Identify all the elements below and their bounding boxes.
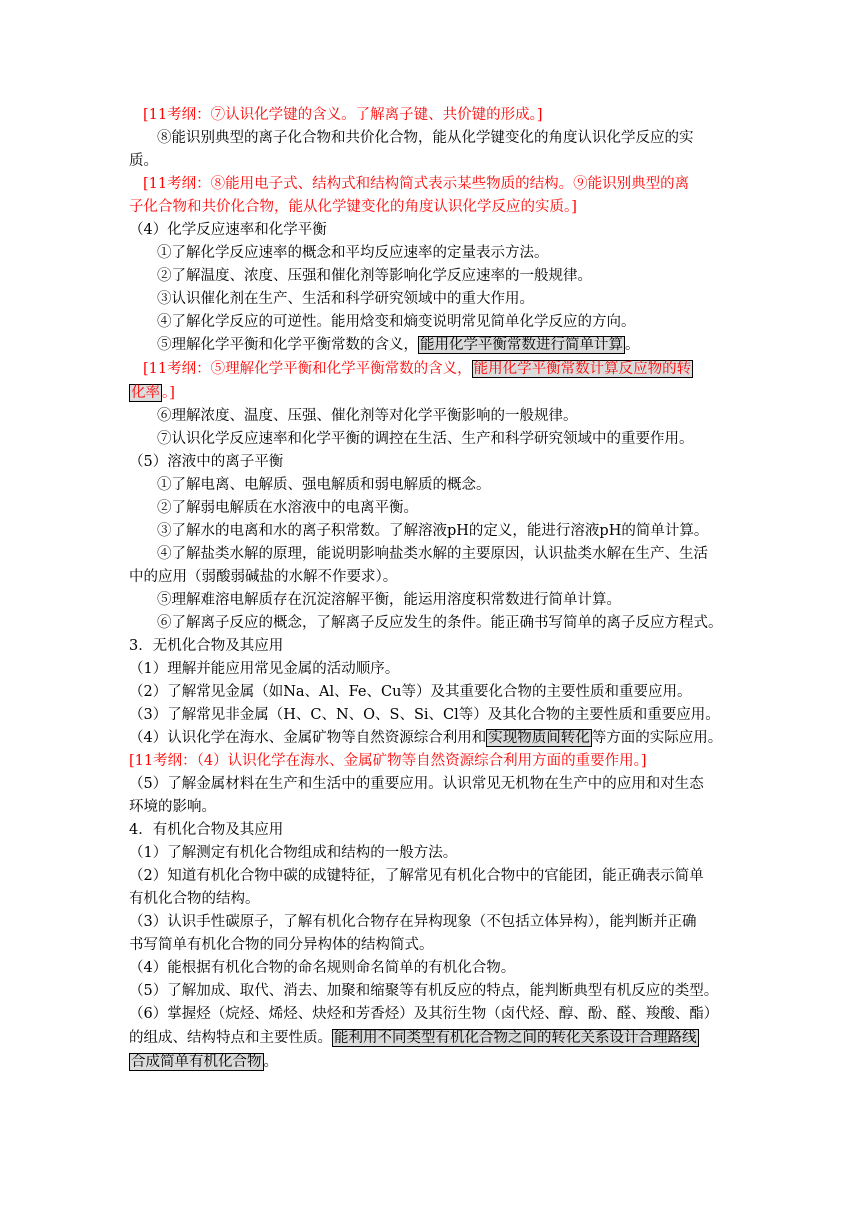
exam-note-text: [11考纲：⑧能用电子式、结构式和结构简式表示某些物质的结构。⑨能识别典型的离 bbox=[143, 176, 690, 192]
item-text: （6）掌握烃（烷烃、烯烃、炔烃和芳香烃）及其衍生物（卤代烃、醇、酚、醛、羧酸、酯） bbox=[129, 1006, 719, 1022]
exam-note-continuation-line bbox=[129, 381, 731, 405]
item-text: ⑤理解难溶电解质存在沉淀溶解平衡，能运用溶度积常数进行简单计算。 bbox=[157, 592, 621, 608]
item-text: ②了解温度、浓度、压强和催化剂等影响化学反应速率的一般规律。 bbox=[157, 268, 592, 284]
item-line bbox=[129, 242, 731, 265]
item-text: ④了解盐类水解的原理，能说明影响盐类水解的主要原因，认识盐类水解在生产、生活 bbox=[157, 546, 708, 562]
item-text: 书写简单有机化合物的同分异构体的结构简式。 bbox=[129, 937, 434, 953]
item-text: （2）知道有机化合物中碳的成键特征，了解常见有机化合物中的官能团，能正确表示简单 bbox=[129, 868, 704, 884]
section-heading bbox=[129, 819, 731, 842]
item-text: 。 bbox=[625, 337, 640, 353]
item-continuation-line bbox=[129, 1026, 731, 1050]
item-continuation-line bbox=[129, 934, 731, 957]
item-line bbox=[129, 842, 731, 865]
item-line bbox=[129, 265, 731, 288]
highlighted-text-box: 能用化学平衡常数计算反应物的转 bbox=[473, 361, 692, 377]
item-line bbox=[129, 311, 731, 334]
highlighted-text-box: 化率 bbox=[131, 385, 160, 401]
item-line bbox=[129, 405, 731, 428]
item-text: ①了解化学反应速率的概念和平均反应速率的定量表示方法。 bbox=[157, 245, 549, 261]
item-line bbox=[129, 658, 731, 681]
item-text: （2）了解常见金属（如Na、Al、Fe、Cu等）及其重要化合物的主要性质和重要应用。 bbox=[129, 684, 692, 700]
document-body bbox=[129, 104, 731, 1074]
item-text: ⑦认识化学反应速率和化学平衡的调控在生活、生产和科学研究领域中的重要作用。 bbox=[157, 431, 694, 447]
item-text: ⑥理解浓度、温度、压强、催化剂等对化学平衡影响的一般规律。 bbox=[157, 408, 578, 424]
exam-note-text: 。] bbox=[162, 385, 175, 401]
exam-note-text: [11考纲：⑦认识化学键的含义。了解离子键、共价键的形成。] bbox=[143, 107, 543, 123]
highlighted-text-box: 能利用不同类型有机化合物之间的转化关系设计合理路线 bbox=[334, 1030, 697, 1046]
subsection-title: （5）溶液中的离子平衡 bbox=[129, 454, 284, 470]
item-text: （4）认识化学在海水、金属矿物等自然资源综合利用和 bbox=[129, 730, 487, 746]
highlighted-text-box: 能用化学平衡常数进行简单计算 bbox=[420, 337, 623, 353]
section-title: 3．无机化合物及其应用 bbox=[129, 638, 284, 654]
item-text: 有机化合物的结构。 bbox=[129, 891, 260, 907]
item-line bbox=[129, 474, 731, 497]
item-continuation-line bbox=[129, 888, 731, 911]
item-continuation-line bbox=[129, 566, 731, 589]
item-continuation-line bbox=[129, 1050, 731, 1074]
item-text: （4）能根据有机化合物的命名规则命名简单的有机化合物。 bbox=[129, 960, 516, 976]
highlighted-text-box: 合成简单有机化合物 bbox=[131, 1054, 262, 1070]
item-line bbox=[129, 911, 731, 934]
exam-note-text: [11考纲：⑤理解化学平衡和化学平衡常数的含义， bbox=[143, 361, 472, 377]
item-continuation-line bbox=[129, 150, 731, 173]
exam-note-line bbox=[129, 104, 731, 127]
item-text: ⑥了解离子反应的概念，了解离子反应发生的条件。能正确书写简单的离子反应方程式。 bbox=[157, 615, 723, 631]
item-line bbox=[129, 727, 731, 750]
item-line bbox=[129, 543, 731, 566]
item-text: 质。 bbox=[129, 153, 158, 169]
section-heading bbox=[129, 635, 731, 658]
item-text: （5）了解加成、取代、消去、加聚和缩聚等有机反应的特点，能判断典型有机反应的类型。 bbox=[129, 983, 719, 999]
section-title: 4．有机化合物及其应用 bbox=[129, 822, 284, 838]
item-line bbox=[129, 520, 731, 543]
subsection-heading bbox=[129, 219, 731, 242]
item-text: （1）了解测定有机化合物组成和结构的一般方法。 bbox=[129, 845, 458, 861]
item-line bbox=[129, 865, 731, 888]
item-line bbox=[129, 980, 731, 1003]
item-line bbox=[129, 428, 731, 451]
item-line bbox=[129, 1003, 731, 1026]
exam-note-line bbox=[129, 173, 731, 196]
item-line bbox=[129, 957, 731, 980]
item-line bbox=[129, 288, 731, 311]
item-continuation-line bbox=[129, 796, 731, 819]
item-text: 中的应用（弱酸弱碱盐的水解不作要求）。 bbox=[129, 569, 398, 585]
highlighted-text-box: 实现物质间转化 bbox=[488, 730, 590, 746]
item-text: ④了解化学反应的可逆性。能用焓变和熵变说明常见简单化学反应的方向。 bbox=[157, 314, 636, 330]
item-line bbox=[129, 334, 731, 357]
item-text: ①了解电离、电解质、强电解质和弱电解质的概念。 bbox=[157, 477, 491, 493]
item-text: （3）了解常见非金属（H、C、N、O、S、Si、Cl等）及其化合物的主要性质和重要应用。 bbox=[129, 707, 720, 723]
item-text: （1）理解并能应用常见金属的活动顺序。 bbox=[129, 661, 400, 677]
exam-note-line bbox=[129, 750, 731, 773]
exam-note-line bbox=[129, 357, 731, 381]
item-line bbox=[129, 589, 731, 612]
item-text: ③认识催化剂在生产、生活和科学研究领域中的重大作用。 bbox=[157, 291, 534, 307]
item-text: ③了解水的电离和水的离子积常数。了解溶液pH的定义，能进行溶液pH的简单计算。 bbox=[157, 523, 709, 539]
subsection-heading bbox=[129, 451, 731, 474]
item-text: 。 bbox=[263, 1054, 278, 1070]
item-text: （3）认识手性碳原子，了解有机化合物存在异构现象（不包括立体异构），能判断并正确 bbox=[129, 914, 697, 930]
item-text: 等方面的实际应用。 bbox=[591, 730, 723, 746]
exam-note-text: [11考纲：（4）认识化学在海水、金属矿物等自然资源综合利用方面的重要作用。] bbox=[129, 753, 647, 769]
exam-note-continuation-line bbox=[129, 196, 731, 219]
item-line bbox=[129, 612, 731, 635]
item-line bbox=[129, 704, 731, 727]
item-text: ⑤理解化学平衡和化学平衡常数的含义， bbox=[157, 337, 418, 353]
item-line bbox=[129, 497, 731, 520]
item-text: ②了解弱电解质在水溶液中的电离平衡。 bbox=[157, 500, 418, 516]
item-text: 环境的影响。 bbox=[129, 799, 216, 815]
subsection-title: （4）化学反应速率和化学平衡 bbox=[129, 222, 327, 238]
item-text: 的组成、结构特点和主要性质。 bbox=[129, 1030, 332, 1046]
exam-note-text: 子化合物和共价化合物，能从化学键变化的角度认识化学反应的实质。] bbox=[129, 199, 577, 215]
item-text: （5）了解金属材料在生产和生活中的重要应用。认识常见无机物在生产中的应用和对生态 bbox=[129, 776, 704, 792]
item-line bbox=[129, 127, 731, 150]
item-line bbox=[129, 773, 731, 796]
item-text: ⑧能识别典型的离子化合物和共价化合物，能从化学键变化的角度认识化学反应的实 bbox=[157, 130, 694, 146]
item-line bbox=[129, 681, 731, 704]
